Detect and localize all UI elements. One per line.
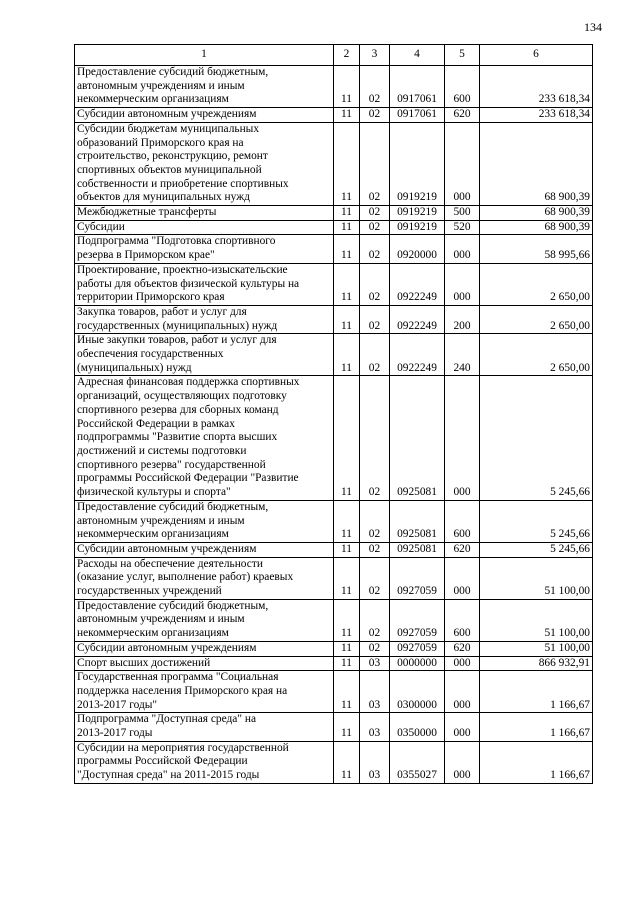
subsection-code: 02 <box>360 220 390 235</box>
target-article-code: 0925081 <box>390 376 445 500</box>
subsection-code: 02 <box>360 334 390 376</box>
section-code: 11 <box>334 741 360 783</box>
item-name: Субсидии автономным учреждениям <box>75 108 334 123</box>
amount-value: 68 900,39 <box>480 220 593 235</box>
target-article-code: 0922249 <box>390 263 445 305</box>
subsection-code: 02 <box>360 500 390 542</box>
target-article-code: 0919219 <box>390 122 445 205</box>
item-name: Субсидии на мероприятия государственной программы Российской Федерации "Доступная среда" на 2011-2015 годы <box>75 741 334 783</box>
expense-type-code: 000 <box>445 376 480 500</box>
section-code: 11 <box>334 108 360 123</box>
subsection-code: 03 <box>360 656 390 671</box>
table-row <box>75 305 593 333</box>
table-row <box>75 557 593 599</box>
table-row <box>75 542 593 557</box>
section-code: 11 <box>334 305 360 333</box>
target-article-code: 0300000 <box>390 671 445 713</box>
item-name: Субсидии автономным учреждениям <box>75 542 334 557</box>
item-name: Адресная финансовая поддержка спортивных организаций, осуществляющих подготовку спортивного резерва для сборных команд Российской Федерации в рамках подпрограммы "Развитие спорта высших достижений и системы подготовки спортивного резерва" государственной программы Российской Федерации "Развитие физической культуры и спорта" <box>75 376 334 500</box>
section-code: 11 <box>334 641 360 656</box>
header-row <box>75 45 593 66</box>
target-article-code: 0920000 <box>390 235 445 263</box>
amount-value: 51 100,00 <box>480 599 593 641</box>
table-row <box>75 206 593 221</box>
amount-value: 233 618,34 <box>480 108 593 123</box>
expense-type-code: 000 <box>445 235 480 263</box>
table-row <box>75 713 593 741</box>
table-row <box>75 108 593 123</box>
subsection-code: 02 <box>360 305 390 333</box>
amount-value: 2 650,00 <box>480 263 593 305</box>
table-row <box>75 671 593 713</box>
target-article-code: 0927059 <box>390 599 445 641</box>
amount-value: 51 100,00 <box>480 641 593 656</box>
expense-type-code: 000 <box>445 122 480 205</box>
section-code: 11 <box>334 656 360 671</box>
section-code: 11 <box>334 235 360 263</box>
target-article-code: 0350000 <box>390 713 445 741</box>
item-name: Субсидии бюджетам муниципальных образований Приморского края на строительство, реконструкцию, ремонт спортивных объектов муниципальной собственности и приобретение спортивных объектов для муниципальных нужд <box>75 122 334 205</box>
subsection-code: 02 <box>360 263 390 305</box>
expense-type-code: 000 <box>445 671 480 713</box>
expense-type-code: 620 <box>445 641 480 656</box>
item-name: Субсидии <box>75 220 334 235</box>
item-name: Государственная программа "Социальная поддержка населения Приморского края на 2013-2017 годы" <box>75 671 334 713</box>
amount-value: 68 900,39 <box>480 122 593 205</box>
amount-value: 5 245,66 <box>480 542 593 557</box>
subsection-code: 02 <box>360 542 390 557</box>
section-code: 11 <box>334 334 360 376</box>
subsection-code: 02 <box>360 376 390 500</box>
expense-type-code: 000 <box>445 741 480 783</box>
item-name: Подпрограмма "Подготовка спортивного резерва в Приморском крае" <box>75 235 334 263</box>
item-name: Субсидии автономным учреждениям <box>75 641 334 656</box>
item-name: Предоставление субсидий бюджетным, автономным учреждениям и иным некоммерческим организациям <box>75 500 334 542</box>
header-cell-4: 4 <box>390 45 445 66</box>
item-name: Расходы на обеспечение деятельности (оказание услуг, выполнение работ) краевых государственных учреждений <box>75 557 334 599</box>
amount-value: 1 166,67 <box>480 671 593 713</box>
table-row <box>75 220 593 235</box>
expense-type-code: 520 <box>445 220 480 235</box>
expense-type-code: 600 <box>445 599 480 641</box>
item-name: Предоставление субсидий бюджетным, автономным учреждениям и иным некоммерческим организациям <box>75 599 334 641</box>
section-code: 11 <box>334 66 360 108</box>
target-article-code: 0917061 <box>390 66 445 108</box>
expense-type-code: 600 <box>445 66 480 108</box>
section-code: 11 <box>334 671 360 713</box>
item-name: Предоставление субсидий бюджетным, автономным учреждениям и иным некоммерческим организациям <box>75 66 334 108</box>
subsection-code: 02 <box>360 557 390 599</box>
amount-value: 5 245,66 <box>480 376 593 500</box>
amount-value: 1 166,67 <box>480 741 593 783</box>
section-code: 11 <box>334 599 360 641</box>
subsection-code: 02 <box>360 599 390 641</box>
table-row <box>75 741 593 783</box>
page-number: 134 <box>584 20 602 34</box>
table-row <box>75 235 593 263</box>
section-code: 11 <box>334 206 360 221</box>
target-article-code: 0917061 <box>390 108 445 123</box>
expense-type-code: 000 <box>445 557 480 599</box>
subsection-code: 02 <box>360 66 390 108</box>
section-code: 11 <box>334 263 360 305</box>
section-code: 11 <box>334 713 360 741</box>
expense-type-code: 200 <box>445 305 480 333</box>
expense-type-code: 240 <box>445 334 480 376</box>
table-row <box>75 599 593 641</box>
table-row <box>75 66 593 108</box>
subsection-code: 03 <box>360 741 390 783</box>
item-name: Иные закупки товаров, работ и услуг для обеспечения государственных (муниципальных) нужд <box>75 334 334 376</box>
amount-value: 51 100,00 <box>480 557 593 599</box>
expense-type-code: 500 <box>445 206 480 221</box>
item-name: Межбюджетные трансферты <box>75 206 334 221</box>
item-name: Проектирование, проектно-изыскательские работы для объектов физической культуры на территории Приморского края <box>75 263 334 305</box>
amount-value: 2 650,00 <box>480 334 593 376</box>
target-article-code: 0355027 <box>390 741 445 783</box>
section-code: 11 <box>334 500 360 542</box>
table-row <box>75 122 593 205</box>
table-row <box>75 334 593 376</box>
target-article-code: 0919219 <box>390 220 445 235</box>
header-cell-5: 5 <box>445 45 480 66</box>
section-code: 11 <box>334 220 360 235</box>
subsection-code: 03 <box>360 671 390 713</box>
amount-value: 5 245,66 <box>480 500 593 542</box>
subsection-code: 02 <box>360 206 390 221</box>
target-article-code: 0925081 <box>390 542 445 557</box>
header-cell-1: 1 <box>75 45 334 66</box>
expense-type-code: 600 <box>445 500 480 542</box>
subsection-code: 02 <box>360 641 390 656</box>
target-article-code: 0927059 <box>390 557 445 599</box>
target-article-code: 0922249 <box>390 305 445 333</box>
expense-type-code: 000 <box>445 713 480 741</box>
amount-value: 866 932,91 <box>480 656 593 671</box>
table-row <box>75 263 593 305</box>
subsection-code: 02 <box>360 235 390 263</box>
subsection-code: 02 <box>360 108 390 123</box>
item-name: Подпрограмма "Доступная среда" на 2013-2017 годы <box>75 713 334 741</box>
header-cell-3: 3 <box>360 45 390 66</box>
target-article-code: 0000000 <box>390 656 445 671</box>
budget-table <box>74 44 593 784</box>
amount-value: 68 900,39 <box>480 206 593 221</box>
table-row <box>75 376 593 500</box>
table-body <box>75 66 593 784</box>
header-cell-2: 2 <box>334 45 360 66</box>
amount-value: 233 618,34 <box>480 66 593 108</box>
section-code: 11 <box>334 122 360 205</box>
section-code: 11 <box>334 542 360 557</box>
subsection-code: 03 <box>360 713 390 741</box>
item-name: Закупка товаров, работ и услуг для государственных (муниципальных) нужд <box>75 305 334 333</box>
expense-type-code: 620 <box>445 108 480 123</box>
amount-value: 58 995,66 <box>480 235 593 263</box>
target-article-code: 0922249 <box>390 334 445 376</box>
table-row <box>75 500 593 542</box>
header-cell-6: 6 <box>480 45 593 66</box>
expense-type-code: 620 <box>445 542 480 557</box>
table-row <box>75 641 593 656</box>
target-article-code: 0927059 <box>390 641 445 656</box>
table-row <box>75 656 593 671</box>
section-code: 11 <box>334 557 360 599</box>
expense-type-code: 000 <box>445 656 480 671</box>
amount-value: 2 650,00 <box>480 305 593 333</box>
expense-type-code: 000 <box>445 263 480 305</box>
target-article-code: 0919219 <box>390 206 445 221</box>
subsection-code: 02 <box>360 122 390 205</box>
section-code: 11 <box>334 376 360 500</box>
target-article-code: 0925081 <box>390 500 445 542</box>
item-name: Спорт высших достижений <box>75 656 334 671</box>
amount-value: 1 166,67 <box>480 713 593 741</box>
